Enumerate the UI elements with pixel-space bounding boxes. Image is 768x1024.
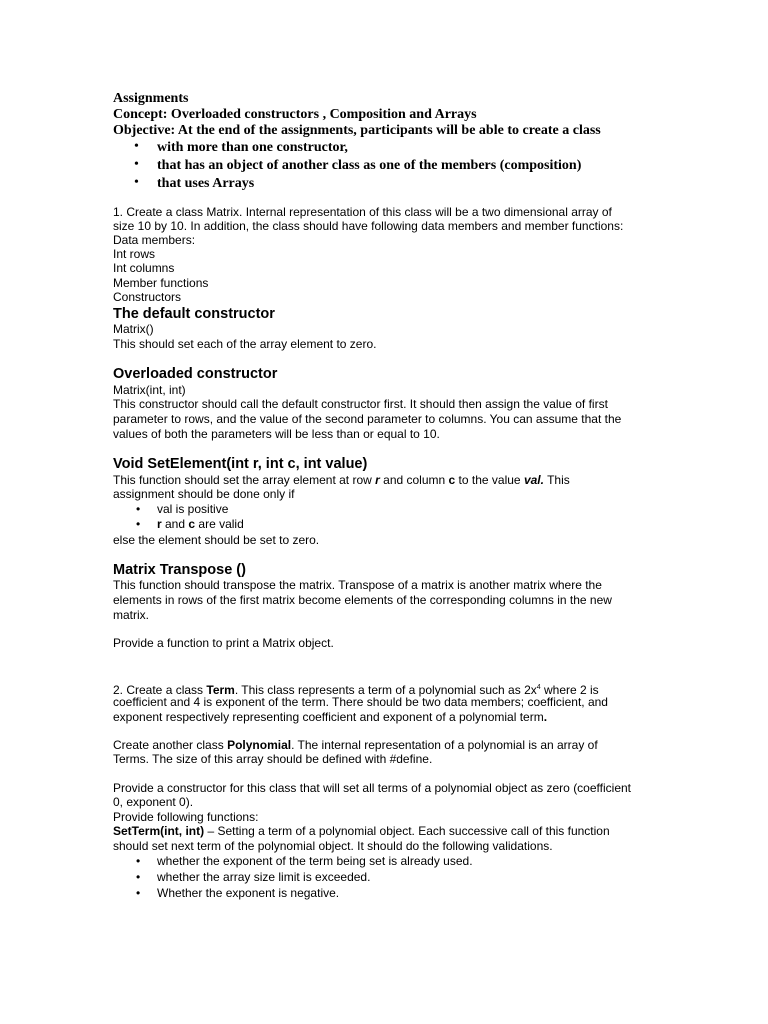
q1-intro-line: 1. Create a class Matrix. Internal representation of this class will be a two dimensional array of [113,205,612,219]
q1-intro-line: size 10 by 10. In addition, the class should have following data members and member functions: [113,219,624,233]
set-element-condition: r and c are valid [157,517,244,531]
bullet-icon: • [136,870,141,884]
q1-intro-line: Int rows [113,247,156,261]
default-ctor-desc: This should set each of the array element to zero. [113,337,377,351]
print-matrix-line: Provide a function to print a Matrix object. [113,636,334,650]
set-element-else: else the element should be set to zero. [113,533,320,547]
polynomial-line2: Terms. The size of this array should be defined with #define. [113,752,433,766]
set-element-desc-line1: This function should set the array element at row r and column c to the value val. This [113,473,570,487]
validation-item: whether the exponent of the term being set is already used. [157,854,473,868]
concept-line: Concept: Overloaded constructors , Composition and Arrays [113,107,477,122]
validation-item: Whether the exponent is negative. [157,886,340,900]
polynomial-line1: Create another class Polynomial. The internal representation of a polynomial is an array of [113,738,598,752]
setterm-line1: SetTerm(int, int) – Setting a term of a polynomial object. Each successive call of this function [113,824,610,838]
q1-intro-line: Data members: [113,233,196,247]
bullet-icon: • [136,517,141,531]
bullet-icon: • [136,502,141,516]
bullet-icon: • [136,886,141,900]
q2-line3: exponent respectively representing coefficient and exponent of a polynomial term. [113,710,548,724]
q1-intro-line: Int columns [113,261,175,275]
objective-line: Objective: At the end of the assignments, participants will be able to create a class [113,123,601,138]
objective-bullet: that has an object of another class as one of the members (composition) [157,158,582,173]
constructor-line1: Provide a constructor for this class that will set all terms of a polynomial object as zero (coefficient [113,781,631,795]
bullet-icon: • [134,175,139,190]
set-element-condition: val is positive [157,502,229,516]
objective-bullet: that uses Arrays [157,176,255,191]
q2-line2: coefficient and 4 is exponent of the term. There should be two data members; coefficient, and [113,695,608,709]
bullet-icon: • [136,854,141,868]
set-element-desc-line2: assignment should be done only if [113,487,295,501]
assignments-title: Assignments [113,91,189,106]
setterm-line2: should set next term of the polynomial object. It should do the following validations. [113,839,553,853]
default-ctor-heading: The default constructor [113,306,275,322]
bullet-icon: • [134,139,139,154]
transpose-desc: matrix. [113,608,149,622]
set-element-heading: Void SetElement(int r, int c, int value) [113,456,368,472]
transpose-heading: Matrix Transpose () [113,562,246,578]
transpose-desc: elements in rows of the first matrix become elements of the corresponding columns in the new [113,593,612,607]
constructor-line2: 0, exponent 0). [113,795,194,809]
overloaded-ctor-desc: values of both the parameters will be less than or equal to 10. [113,427,440,441]
validation-item: whether the array size limit is exceeded. [157,870,371,884]
q1-intro-line: Constructors [113,290,182,304]
q2-line1: 2. Create a class Term. This class represents a term of a polynomial such as $2x^4$ where 2 is [113,683,599,697]
overloaded-ctor-desc: This constructor should call the default constructor first. It should then assign the value of first [113,397,608,411]
overloaded-ctor-desc: parameter to rows, and the value of the second parameter to columns. You can assume that the [113,412,622,426]
objective-bullet: with more than one constructor, [157,140,348,155]
overloaded-ctor-heading: Overloaded constructor [113,366,278,382]
transpose-desc: This function should transpose the matrix. Transpose of a matrix is another matrix where the [113,578,602,592]
bullet-icon: • [134,157,139,172]
q1-intro-line: Member functions [113,276,209,290]
overloaded-ctor-signature: Matrix(int, int) [113,383,186,397]
default-ctor-signature: Matrix() [113,322,154,336]
functions-intro: Provide following functions: [113,810,259,824]
